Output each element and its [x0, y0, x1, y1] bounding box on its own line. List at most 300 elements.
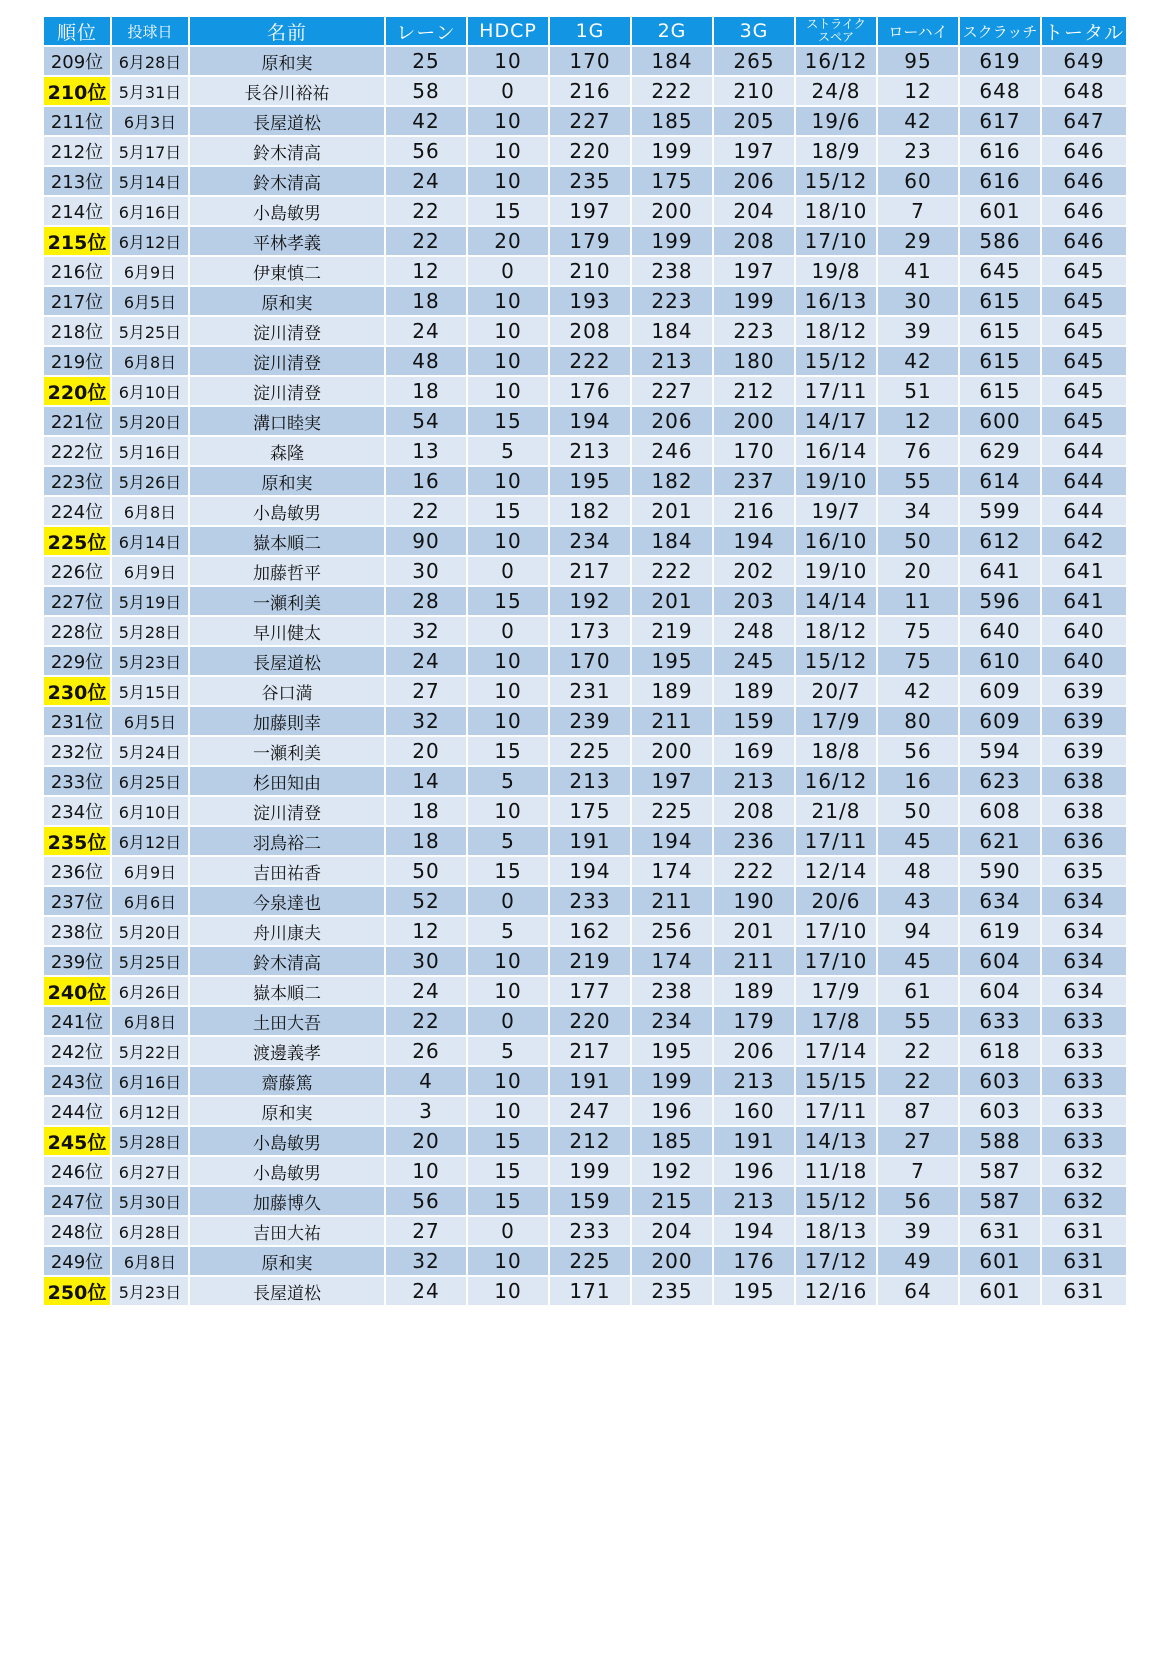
cell-rank: 209位 [44, 47, 112, 77]
cell-date: 5月23日 [112, 647, 190, 677]
cell-low-high: 16 [878, 767, 960, 797]
cell-date: 6月9日 [112, 857, 190, 887]
cell-date: 5月28日 [112, 1127, 190, 1157]
cell-lane: 22 [386, 497, 468, 527]
cell-total: 634 [1042, 917, 1128, 947]
cell-scratch: 617 [960, 107, 1042, 137]
cell-lane: 32 [386, 617, 468, 647]
cell-lane: 56 [386, 1187, 468, 1217]
table-row [44, 467, 1128, 497]
cell-game1: 195 [550, 467, 632, 497]
table-row [44, 407, 1128, 437]
cell-date: 5月25日 [112, 317, 190, 347]
cell-date: 6月5日 [112, 707, 190, 737]
cell-rank: 236位 [44, 857, 112, 887]
cell-game1: 217 [550, 1037, 632, 1067]
cell-low-high: 55 [878, 1007, 960, 1037]
cell-game3: 202 [714, 557, 796, 587]
cell-game3: 160 [714, 1097, 796, 1127]
cell-hdcp: 5 [468, 827, 550, 857]
cell-date: 6月26日 [112, 977, 190, 1007]
header-total: トータル [1042, 17, 1128, 47]
table-row [44, 917, 1128, 947]
cell-hdcp: 15 [468, 587, 550, 617]
cell-strike-spare: 17/14 [796, 1037, 878, 1067]
cell-date: 6月12日 [112, 1097, 190, 1127]
cell-low-high: 11 [878, 587, 960, 617]
table-body [44, 47, 1128, 1307]
cell-strike-spare: 20/6 [796, 887, 878, 917]
cell-strike-spare: 17/9 [796, 707, 878, 737]
cell-date: 5月28日 [112, 617, 190, 647]
cell-game2: 195 [632, 1037, 714, 1067]
cell-hdcp: 10 [468, 467, 550, 497]
cell-date: 5月22日 [112, 1037, 190, 1067]
cell-date: 6月8日 [112, 1247, 190, 1277]
cell-hdcp: 0 [468, 887, 550, 917]
cell-scratch: 603 [960, 1067, 1042, 1097]
cell-low-high: 42 [878, 677, 960, 707]
cell-lane: 42 [386, 107, 468, 137]
header-hdcp: HDCP [468, 17, 550, 47]
table-row [44, 257, 1128, 287]
cell-hdcp: 0 [468, 257, 550, 287]
cell-rank: 210位 [44, 77, 112, 107]
table-row [44, 1247, 1128, 1277]
cell-hdcp: 5 [468, 1037, 550, 1067]
cell-scratch: 616 [960, 137, 1042, 167]
cell-strike-spare: 16/12 [796, 47, 878, 77]
cell-strike-spare: 11/18 [796, 1157, 878, 1187]
cell-total: 645 [1042, 407, 1128, 437]
cell-strike-spare: 15/15 [796, 1067, 878, 1097]
cell-game3: 213 [714, 1187, 796, 1217]
cell-game3: 211 [714, 947, 796, 977]
cell-strike-spare: 21/8 [796, 797, 878, 827]
cell-game2: 222 [632, 557, 714, 587]
cell-game1: 213 [550, 767, 632, 797]
cell-hdcp: 10 [468, 1097, 550, 1127]
cell-lane: 52 [386, 887, 468, 917]
cell-low-high: 50 [878, 527, 960, 557]
cell-lane: 18 [386, 797, 468, 827]
cell-strike-spare: 19/10 [796, 557, 878, 587]
cell-rank: 235位 [44, 827, 112, 857]
table-row [44, 1127, 1128, 1157]
cell-game2: 201 [632, 497, 714, 527]
cell-lane: 24 [386, 167, 468, 197]
cell-game2: 246 [632, 437, 714, 467]
cell-game1: 233 [550, 1217, 632, 1247]
cell-hdcp: 10 [468, 527, 550, 557]
cell-low-high: 22 [878, 1037, 960, 1067]
cell-name: 長屋道松 [190, 107, 386, 137]
cell-date: 6月8日 [112, 497, 190, 527]
cell-name: 平林孝義 [190, 227, 386, 257]
cell-date: 5月31日 [112, 77, 190, 107]
cell-low-high: 12 [878, 407, 960, 437]
cell-hdcp: 10 [468, 647, 550, 677]
cell-name: 原和実 [190, 287, 386, 317]
cell-game2: 182 [632, 467, 714, 497]
cell-strike-spare: 17/9 [796, 977, 878, 1007]
table-row [44, 887, 1128, 917]
cell-scratch: 648 [960, 77, 1042, 107]
cell-total: 633 [1042, 1097, 1128, 1127]
cell-game3: 213 [714, 1067, 796, 1097]
cell-hdcp: 10 [468, 287, 550, 317]
cell-low-high: 56 [878, 737, 960, 767]
cell-game2: 189 [632, 677, 714, 707]
cell-low-high: 64 [878, 1277, 960, 1307]
cell-low-high: 27 [878, 1127, 960, 1157]
cell-total: 641 [1042, 557, 1128, 587]
cell-total: 649 [1042, 47, 1128, 77]
table-row [44, 977, 1128, 1007]
cell-strike-spare: 16/12 [796, 767, 878, 797]
cell-game2: 197 [632, 767, 714, 797]
cell-total: 644 [1042, 497, 1128, 527]
cell-rank: 222位 [44, 437, 112, 467]
cell-game2: 201 [632, 587, 714, 617]
cell-low-high: 29 [878, 227, 960, 257]
cell-game3: 169 [714, 737, 796, 767]
header-date: 投球日 [112, 17, 190, 47]
table-row [44, 1007, 1128, 1037]
cell-game1: 212 [550, 1127, 632, 1157]
cell-date: 6月8日 [112, 1007, 190, 1037]
cell-hdcp: 15 [468, 857, 550, 887]
cell-scratch: 601 [960, 1247, 1042, 1277]
cell-total: 645 [1042, 317, 1128, 347]
cell-game2: 199 [632, 1067, 714, 1097]
table-row [44, 107, 1128, 137]
cell-rank: 239位 [44, 947, 112, 977]
table-row [44, 227, 1128, 257]
table-row [44, 137, 1128, 167]
cell-name: 早川健太 [190, 617, 386, 647]
cell-game3: 180 [714, 347, 796, 377]
cell-hdcp: 10 [468, 677, 550, 707]
cell-rank: 214位 [44, 197, 112, 227]
cell-total: 633 [1042, 1067, 1128, 1097]
cell-strike-spare: 15/12 [796, 647, 878, 677]
cell-scratch: 596 [960, 587, 1042, 617]
cell-name: 小島敏男 [190, 497, 386, 527]
cell-game3: 199 [714, 287, 796, 317]
cell-low-high: 39 [878, 1217, 960, 1247]
cell-game3: 208 [714, 227, 796, 257]
cell-game2: 211 [632, 707, 714, 737]
cell-strike-spare: 17/12 [796, 1247, 878, 1277]
cell-date: 6月28日 [112, 47, 190, 77]
cell-strike-spare: 16/13 [796, 287, 878, 317]
cell-scratch: 623 [960, 767, 1042, 797]
cell-low-high: 56 [878, 1187, 960, 1217]
cell-scratch: 633 [960, 1007, 1042, 1037]
cell-game3: 245 [714, 647, 796, 677]
table-row [44, 1037, 1128, 1067]
cell-hdcp: 10 [468, 977, 550, 1007]
cell-total: 635 [1042, 857, 1128, 887]
cell-lane: 22 [386, 197, 468, 227]
cell-hdcp: 10 [468, 47, 550, 77]
table-row [44, 617, 1128, 647]
cell-scratch: 588 [960, 1127, 1042, 1157]
cell-hdcp: 0 [468, 617, 550, 647]
cell-game3: 236 [714, 827, 796, 857]
header-strike-label: ストライク [806, 17, 866, 31]
cell-low-high: 61 [878, 977, 960, 1007]
cell-scratch: 615 [960, 347, 1042, 377]
cell-hdcp: 5 [468, 767, 550, 797]
cell-date: 6月16日 [112, 197, 190, 227]
cell-game2: 227 [632, 377, 714, 407]
cell-rank: 231位 [44, 707, 112, 737]
cell-game1: 197 [550, 197, 632, 227]
cell-total: 644 [1042, 467, 1128, 497]
header-low-high: ローハイ [878, 17, 960, 47]
cell-rank: 218位 [44, 317, 112, 347]
cell-name: 溝口睦実 [190, 407, 386, 437]
cell-lane: 28 [386, 587, 468, 617]
cell-name: 小島敏男 [190, 1127, 386, 1157]
cell-game1: 213 [550, 437, 632, 467]
cell-total: 639 [1042, 737, 1128, 767]
table-row [44, 767, 1128, 797]
cell-strike-spare: 18/12 [796, 617, 878, 647]
cell-scratch: 641 [960, 557, 1042, 587]
cell-total: 636 [1042, 827, 1128, 857]
cell-strike-spare: 19/10 [796, 467, 878, 497]
cell-hdcp: 15 [468, 1157, 550, 1187]
cell-strike-spare: 14/13 [796, 1127, 878, 1157]
table-row [44, 197, 1128, 227]
cell-strike-spare: 12/14 [796, 857, 878, 887]
cell-hdcp: 0 [468, 557, 550, 587]
header-name: 名前 [190, 17, 386, 47]
cell-date: 5月25日 [112, 947, 190, 977]
cell-total: 632 [1042, 1187, 1128, 1217]
cell-date: 6月12日 [112, 227, 190, 257]
cell-game3: 176 [714, 1247, 796, 1277]
cell-lane: 26 [386, 1037, 468, 1067]
cell-lane: 32 [386, 707, 468, 737]
cell-rank: 213位 [44, 167, 112, 197]
cell-lane: 30 [386, 947, 468, 977]
table-row [44, 47, 1128, 77]
cell-date: 6月5日 [112, 287, 190, 317]
cell-game3: 194 [714, 1217, 796, 1247]
cell-name: 嶽本順二 [190, 527, 386, 557]
cell-low-high: 75 [878, 647, 960, 677]
cell-game1: 227 [550, 107, 632, 137]
table-row [44, 677, 1128, 707]
cell-rank: 232位 [44, 737, 112, 767]
cell-low-high: 49 [878, 1247, 960, 1277]
cell-game2: 196 [632, 1097, 714, 1127]
cell-game1: 162 [550, 917, 632, 947]
cell-game1: 239 [550, 707, 632, 737]
cell-scratch: 614 [960, 467, 1042, 497]
cell-rank: 229位 [44, 647, 112, 677]
cell-total: 640 [1042, 647, 1128, 677]
cell-game2: 174 [632, 857, 714, 887]
cell-name: 長屋道松 [190, 647, 386, 677]
cell-date: 5月24日 [112, 737, 190, 767]
cell-game1: 199 [550, 1157, 632, 1187]
table-row [44, 1157, 1128, 1187]
cell-game1: 193 [550, 287, 632, 317]
cell-total: 634 [1042, 977, 1128, 1007]
table-row [44, 1217, 1128, 1247]
cell-game1: 216 [550, 77, 632, 107]
table-row [44, 587, 1128, 617]
cell-date: 5月30日 [112, 1187, 190, 1217]
cell-low-high: 34 [878, 497, 960, 527]
table-row [44, 797, 1128, 827]
cell-game1: 194 [550, 857, 632, 887]
cell-name: 原和実 [190, 47, 386, 77]
cell-game3: 197 [714, 137, 796, 167]
cell-name: 長谷川裕祐 [190, 77, 386, 107]
cell-date: 5月14日 [112, 167, 190, 197]
cell-rank: 217位 [44, 287, 112, 317]
cell-total: 645 [1042, 377, 1128, 407]
table-row [44, 1277, 1128, 1307]
cell-game3: 210 [714, 77, 796, 107]
cell-scratch: 594 [960, 737, 1042, 767]
cell-rank: 224位 [44, 497, 112, 527]
cell-low-high: 60 [878, 167, 960, 197]
cell-rank: 234位 [44, 797, 112, 827]
cell-total: 634 [1042, 887, 1128, 917]
cell-rank: 211位 [44, 107, 112, 137]
cell-rank: 233位 [44, 767, 112, 797]
cell-game3: 248 [714, 617, 796, 647]
cell-game1: 208 [550, 317, 632, 347]
cell-strike-spare: 14/17 [796, 407, 878, 437]
cell-total: 645 [1042, 287, 1128, 317]
cell-low-high: 80 [878, 707, 960, 737]
header-lane: レーン [386, 17, 468, 47]
cell-lane: 32 [386, 1247, 468, 1277]
cell-name: 加藤則幸 [190, 707, 386, 737]
cell-strike-spare: 16/14 [796, 437, 878, 467]
cell-game2: 234 [632, 1007, 714, 1037]
cell-scratch: 599 [960, 497, 1042, 527]
cell-hdcp: 10 [468, 1277, 550, 1307]
cell-game1: 173 [550, 617, 632, 647]
cell-low-high: 51 [878, 377, 960, 407]
cell-strike-spare: 15/12 [796, 347, 878, 377]
cell-game1: 170 [550, 647, 632, 677]
cell-date: 6月27日 [112, 1157, 190, 1187]
cell-hdcp: 15 [468, 197, 550, 227]
cell-total: 639 [1042, 677, 1128, 707]
cell-total: 646 [1042, 227, 1128, 257]
cell-game2: 184 [632, 527, 714, 557]
cell-scratch: 601 [960, 1277, 1042, 1307]
cell-low-high: 7 [878, 197, 960, 227]
cell-game2: 211 [632, 887, 714, 917]
cell-scratch: 604 [960, 947, 1042, 977]
cell-game1: 210 [550, 257, 632, 287]
cell-hdcp: 15 [468, 497, 550, 527]
cell-total: 640 [1042, 617, 1128, 647]
cell-game2: 184 [632, 317, 714, 347]
cell-low-high: 45 [878, 947, 960, 977]
cell-strike-spare: 17/10 [796, 917, 878, 947]
cell-low-high: 7 [878, 1157, 960, 1187]
cell-game1: 159 [550, 1187, 632, 1217]
cell-rank: 221位 [44, 407, 112, 437]
ranking-table [44, 17, 1128, 1307]
cell-game3: 201 [714, 917, 796, 947]
cell-rank: 240位 [44, 977, 112, 1007]
cell-game2: 238 [632, 257, 714, 287]
cell-game2: 185 [632, 1127, 714, 1157]
cell-date: 6月10日 [112, 797, 190, 827]
cell-name: 淀川清登 [190, 797, 386, 827]
header-row [44, 17, 1128, 47]
cell-game3: 159 [714, 707, 796, 737]
table-row [44, 377, 1128, 407]
cell-lane: 10 [386, 1157, 468, 1187]
table-row [44, 1067, 1128, 1097]
cell-lane: 18 [386, 287, 468, 317]
cell-rank: 241位 [44, 1007, 112, 1037]
cell-strike-spare: 18/10 [796, 197, 878, 227]
cell-strike-spare: 14/14 [796, 587, 878, 617]
cell-scratch: 615 [960, 377, 1042, 407]
cell-game2: 195 [632, 647, 714, 677]
cell-total: 639 [1042, 707, 1128, 737]
cell-low-high: 43 [878, 887, 960, 917]
cell-game3: 237 [714, 467, 796, 497]
cell-game2: 199 [632, 137, 714, 167]
cell-scratch: 610 [960, 647, 1042, 677]
cell-hdcp: 0 [468, 1217, 550, 1247]
cell-lane: 16 [386, 467, 468, 497]
cell-hdcp: 15 [468, 737, 550, 767]
cell-lane: 12 [386, 257, 468, 287]
cell-lane: 56 [386, 137, 468, 167]
cell-name: 吉田祐香 [190, 857, 386, 887]
cell-name: 伊東慎二 [190, 257, 386, 287]
cell-strike-spare: 24/8 [796, 77, 878, 107]
cell-low-high: 12 [878, 77, 960, 107]
cell-lane: 54 [386, 407, 468, 437]
cell-lane: 27 [386, 1217, 468, 1247]
cell-game1: 225 [550, 1247, 632, 1277]
cell-game3: 170 [714, 437, 796, 467]
cell-name: 小島敏男 [190, 1157, 386, 1187]
cell-game1: 175 [550, 797, 632, 827]
cell-scratch: 640 [960, 617, 1042, 647]
cell-scratch: 609 [960, 707, 1042, 737]
cell-name: 淀川清登 [190, 347, 386, 377]
table-row [44, 167, 1128, 197]
cell-hdcp: 10 [468, 347, 550, 377]
cell-rank: 247位 [44, 1187, 112, 1217]
cell-strike-spare: 19/6 [796, 107, 878, 137]
cell-rank: 248位 [44, 1217, 112, 1247]
cell-name: 加藤哲平 [190, 557, 386, 587]
cell-scratch: 629 [960, 437, 1042, 467]
cell-game2: 174 [632, 947, 714, 977]
cell-low-high: 20 [878, 557, 960, 587]
